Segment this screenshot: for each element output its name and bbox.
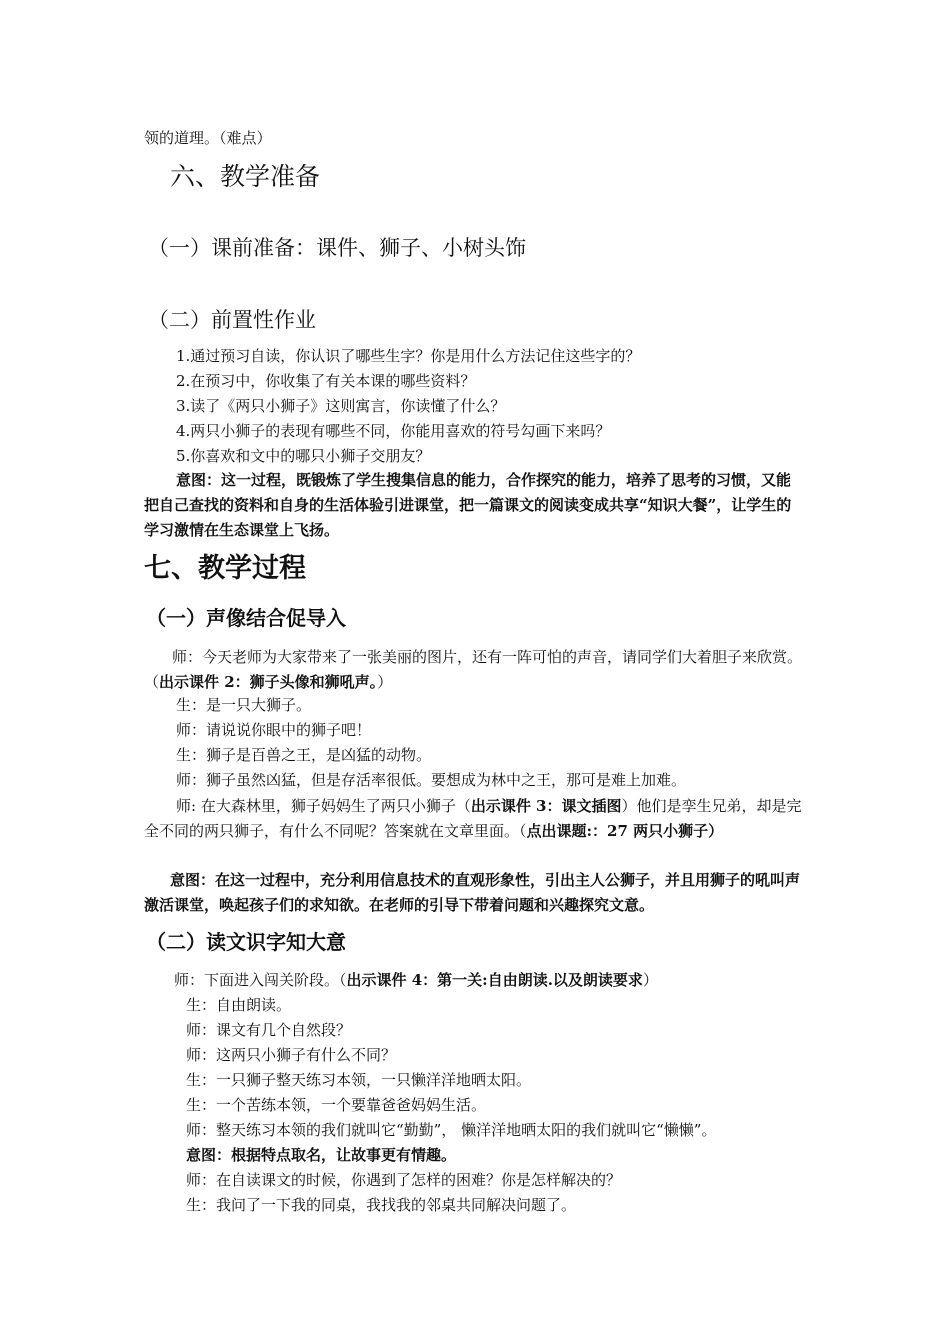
part1-intent: 意图：在这一过程中，充分利用信息技术的直观形象性，引出主人公狮子，并且用狮子的吼叫声激活课堂，唤起孩子们的求知欲。在老师的引导下带着问题和兴趣探究文意。 — [144, 871, 801, 914]
dialog-line: 师：整天练习本领的我们就叫它“勤勤”， 懒洋洋地晒太阳的我们就叫它“懒懒”。 — [186, 1121, 717, 1139]
part2-title: （二）读文识字知大意 — [146, 930, 346, 954]
section6-sub2: （二）前置性作业 — [148, 308, 316, 332]
section6-sub1: （一）课前准备：课件、狮子、小树头饰 — [148, 236, 526, 260]
part1-intro-text: 师：今天老师为大家带来了一张美丽的图片，还有一阵可怕的声音，请同学们大着胆子来欣赏。（ — [144, 648, 803, 691]
part2-intro-text: 师：下面进入闯关阶段。（ — [174, 971, 347, 989]
section7-title: 七、教学过程 — [144, 553, 306, 584]
homework-item-5: 5.你喜欢和文中的哪只小狮子交朋友？ — [176, 447, 431, 465]
section6-intent: 意图：这一过程，既锻炼了学生搜集信息的能力，合作探究的能力，培养了思考的习惯，又能把自己查找的资料和自身的生活体验引进课堂，把一篇课文的阅读变成共享“知识大餐”，让学生的学习激情在生态课堂上飞扬。 — [144, 471, 792, 539]
homework-item-1: 1.通过预习自读，你认识了哪些生字？你是用什么方法记住这些字的？ — [176, 347, 641, 365]
dialog-line: 师：课文有几个自然段？ — [186, 1021, 352, 1039]
part1-intro-paragraph — [144, 645, 804, 695]
section6-title: 六、教学准备 — [170, 162, 321, 191]
part1-intro-close: ） — [377, 673, 393, 691]
lesson-title-note: 点出课题:：27 两只小狮子） — [526, 822, 724, 840]
part2-intro-close: ） — [642, 971, 658, 989]
courseware-note-3: 出示课件 3：课文插图 — [470, 797, 622, 815]
dialog-line: 生：狮子是百兽之王，是凶猛的动物。 — [176, 746, 432, 764]
dialog-line: 生：我问了一下我的同桌，我找我的邻桌共同解决问题了。 — [186, 1196, 577, 1214]
story-text-a: 师: 在大森林里，狮子妈妈生了两只小狮子（ — [176, 797, 471, 815]
part1-title: （一）声像结合促导入 — [146, 606, 346, 630]
dialog-line: 师：这两只小狮子有什么不同？ — [186, 1046, 397, 1064]
homework-item-3: 3.读了《两只小狮子》这则寓言，你读懂了什么？ — [176, 397, 506, 415]
dialog-line: 师：请说说你眼中的狮子吧！ — [176, 721, 372, 739]
homework-item-2: 2.在预习中，你收集了有关本课的哪些资料？ — [176, 372, 476, 390]
story-text-c: ）他们是孪生兄弟，却是完全不同的两只狮子，有什么不同呢？答案就在文章里面。（ — [144, 797, 802, 840]
continued-line: 领的道理。（难点） — [144, 129, 272, 147]
part2-intent: 意图：根据特点取名，让故事更有情趣。 — [186, 1146, 457, 1164]
dialog-line: 生：自由朗读。 — [186, 996, 292, 1014]
courseware-note-4: 出示课件 4：第一关:自由朗读.以及朗读要求 — [346, 971, 643, 989]
part1-story-paragraph — [144, 794, 804, 844]
courseware-note-2: 出示课件 2：狮子头像和狮吼声。 — [159, 673, 378, 691]
dialog-line: 生：一只狮子整天练习本领，一只懒洋洋地晒太阳。 — [186, 1071, 532, 1089]
dialog-line: 师：在自读课文的时候，你遇到了怎样的困难？你是怎样解决的？ — [186, 1171, 622, 1189]
dialog-line: 生：一个苦练本领，一个要靠爸爸妈妈生活。 — [186, 1096, 487, 1114]
dialog-line: 师：狮子虽然凶猛，但是存活率很低。要想成为林中之王，那可是难上加难。 — [176, 771, 687, 789]
dialog-line: 生：是一只大狮子。 — [176, 696, 312, 714]
part2-intro-paragraph — [174, 970, 658, 990]
homework-item-4: 4.两只小狮子的表现有哪些不同，你能用喜欢的符号勾画下来吗？ — [176, 422, 611, 440]
